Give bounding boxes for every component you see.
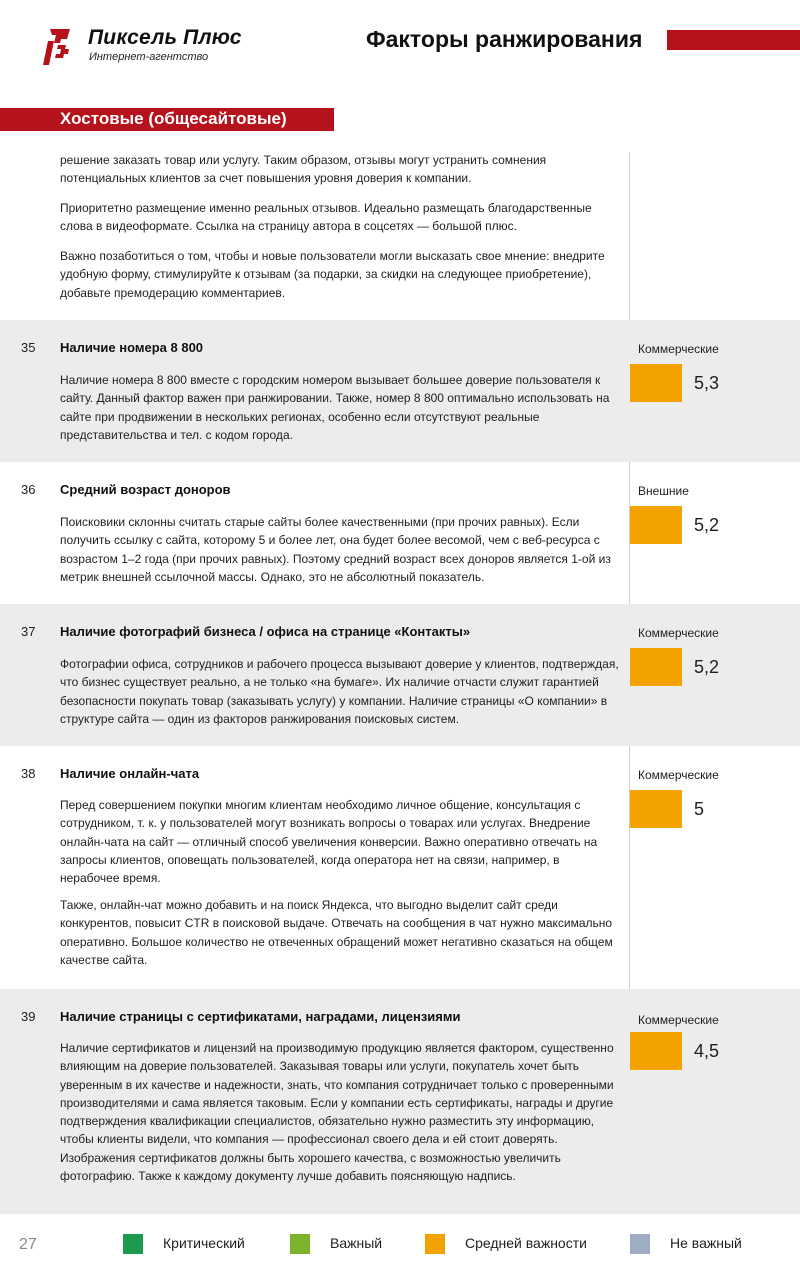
factor-category: Внешние	[638, 484, 689, 498]
brand-subtitle: Интернет-агентство	[89, 51, 209, 63]
title-accent-bar	[667, 30, 800, 50]
factor-description: Фотографии офиса, сотрудников и рабочего процесса вызывают доверие у клиентов, подтверждая, что бизнес существует реально, а не только «на бумаге». Их наличие отчасти служит гарантией безопасности покупать товар (заказывать услугу) у компании. Наличие страницы «О компании» в структуре сайта — один из факторов ранжирования поисковых систем.	[60, 657, 619, 726]
section-label: Хостовые (общесайтовые)	[60, 109, 287, 128]
legend-swatch-medium	[425, 1234, 445, 1254]
factor-title: Наличие онлайн-чата	[60, 766, 200, 781]
factor-description: Поисковики склонны считать старые сайты более качественными (при прочих равных). Если получить ссылку с сайта, которому 5 и более лет, она будет более весомой, чем с веб-ресурса с возрастом 1–2 года (при прочих равных). Поэтому средний возраст всех доноров является 1-ой из метрик внешней ссылочной массы. Однако, это не абсолютный показатель.	[60, 515, 611, 584]
importance-indicator	[630, 790, 682, 828]
legend-label: Средней важности	[465, 1235, 587, 1251]
factor-block	[0, 989, 800, 1214]
factor-score: 5,2	[694, 657, 720, 677]
factor-category: Коммерческие	[638, 1013, 719, 1027]
legend-label: Не важный	[670, 1235, 742, 1251]
brand-name: Пиксель Плюс	[88, 26, 242, 49]
factor-description: Наличие сертификатов и лицензий на производимую продукцию является фактором, существенно влияющим на доверие пользователей. Заказывая товары или услуги, покупатель хочет быть уверенным в их качестве и надежности, знать, что компания сотрудничает только с проверенными производителями и сама является таковым. Если у компании есть сертификаты, награды и другие подтверждения квалификации специалистов, обязательно нужно разместить эту информацию, чтобы клиенты видели, что компания — профессионал своего дела и ей стоит доверять. Изображения сертификатов должны быть хорошего качества, с возможностью увеличить фотографию. Также к каждому документу лучше добавить поясняющую надпись.	[60, 1041, 614, 1184]
importance-legend	[0, 1222, 800, 1272]
factor-category: Коммерческие	[638, 768, 719, 782]
factor-description: Также, онлайн-чат можно добавить и на поиск Яндекса, что выгодно выделит сайт среди конкурентов, повысит CTR в поисковой выдаче. Отвечать на сообщения в чат нужно максимально оперативно. Большое количество не отвеченных обращений может негативно сказаться на общем качестве сайта.	[60, 898, 613, 967]
page-title: Факторы ранжирования	[366, 26, 643, 52]
factor-number: 38	[21, 766, 36, 781]
importance-indicator	[630, 648, 682, 686]
pixel-plus-logo-icon	[40, 27, 76, 67]
intro-paragraph: решение заказать товар или услугу. Таким образом, отзывы могут устранить сомнения потенциальных клиентов за счет повышения уровня доверия к компании.	[60, 153, 547, 186]
importance-indicator	[630, 364, 682, 402]
factor-block	[0, 746, 800, 989]
factor-score: 5,3	[694, 373, 720, 393]
page-number: 27	[19, 1236, 37, 1253]
legend-label: Критический	[163, 1235, 245, 1251]
factor-number: 37	[21, 624, 36, 639]
legend-swatch-important	[290, 1234, 310, 1254]
factor-score: 4,5	[694, 1041, 720, 1061]
factor-score: 5,2	[694, 515, 720, 535]
factor-score: 5	[694, 799, 705, 819]
factor-title: Наличие фотографий бизнеса / офиса на странице «Контакты»	[60, 624, 471, 639]
factor-number: 39	[21, 1009, 36, 1024]
factor-number: 35	[21, 340, 36, 355]
legend-swatch-critical	[123, 1234, 143, 1254]
factor-title: Наличие страницы с сертификатами, наградами, лицензиями	[60, 1009, 461, 1024]
intro-paragraph: Важно позаботиться о том, чтобы и новые пользователи могли высказать свое мнение: внедрите удобную форму, стимулируйте к отзывам (за подарки, за скидки на следующее приобретение), добавьте премодерацию комментариев.	[60, 249, 605, 300]
legend-swatch-not-important	[630, 1234, 650, 1254]
legend-label: Важный	[330, 1235, 383, 1251]
column-divider	[629, 152, 630, 320]
factor-number: 36	[21, 482, 36, 497]
factor-block	[0, 320, 800, 462]
factor-category: Коммерческие	[638, 626, 719, 640]
factor-title: Средний возраст доноров	[60, 482, 231, 497]
factor-category: Коммерческие	[638, 342, 719, 356]
section-tab	[0, 108, 334, 131]
factor-description: Наличие номера 8 800 вместе с городским номером вызывает большее доверие пользователя к сайту. Данный фактор важен при ранжировании. Также, номер 8 800 оптимально использовать на сайте при продвижении в нескольких регионах, особенно если отсутствуют реальные представительства и тел. с кодом города.	[60, 373, 610, 442]
factor-title: Наличие номера 8 800	[60, 340, 204, 355]
importance-indicator	[630, 1032, 682, 1070]
factor-block	[0, 462, 800, 604]
importance-indicator	[630, 506, 682, 544]
factor-block	[0, 604, 800, 746]
factor-description: Перед совершением покупки многим клиентам необходимо личное общение, консультация с сотрудником, т. к. у пользователей могут возникать вопросы о товарах или услугах. Внедрение онлайн-чата на сайт — отличный способ увеличения конверсии. Важно оперативно отвечать на запросы клиентов, оповещать пользователей, когда оператора нет на связи, например, в нерабочее время.	[60, 798, 598, 886]
intro-paragraph: Приоритетно размещение именно реальных отзывов. Идеально размещать благодарственные слова в видеоформате. Ссылка на страницу автора в соцсетях — большой плюс.	[60, 201, 592, 234]
page-header	[0, 0, 800, 110]
